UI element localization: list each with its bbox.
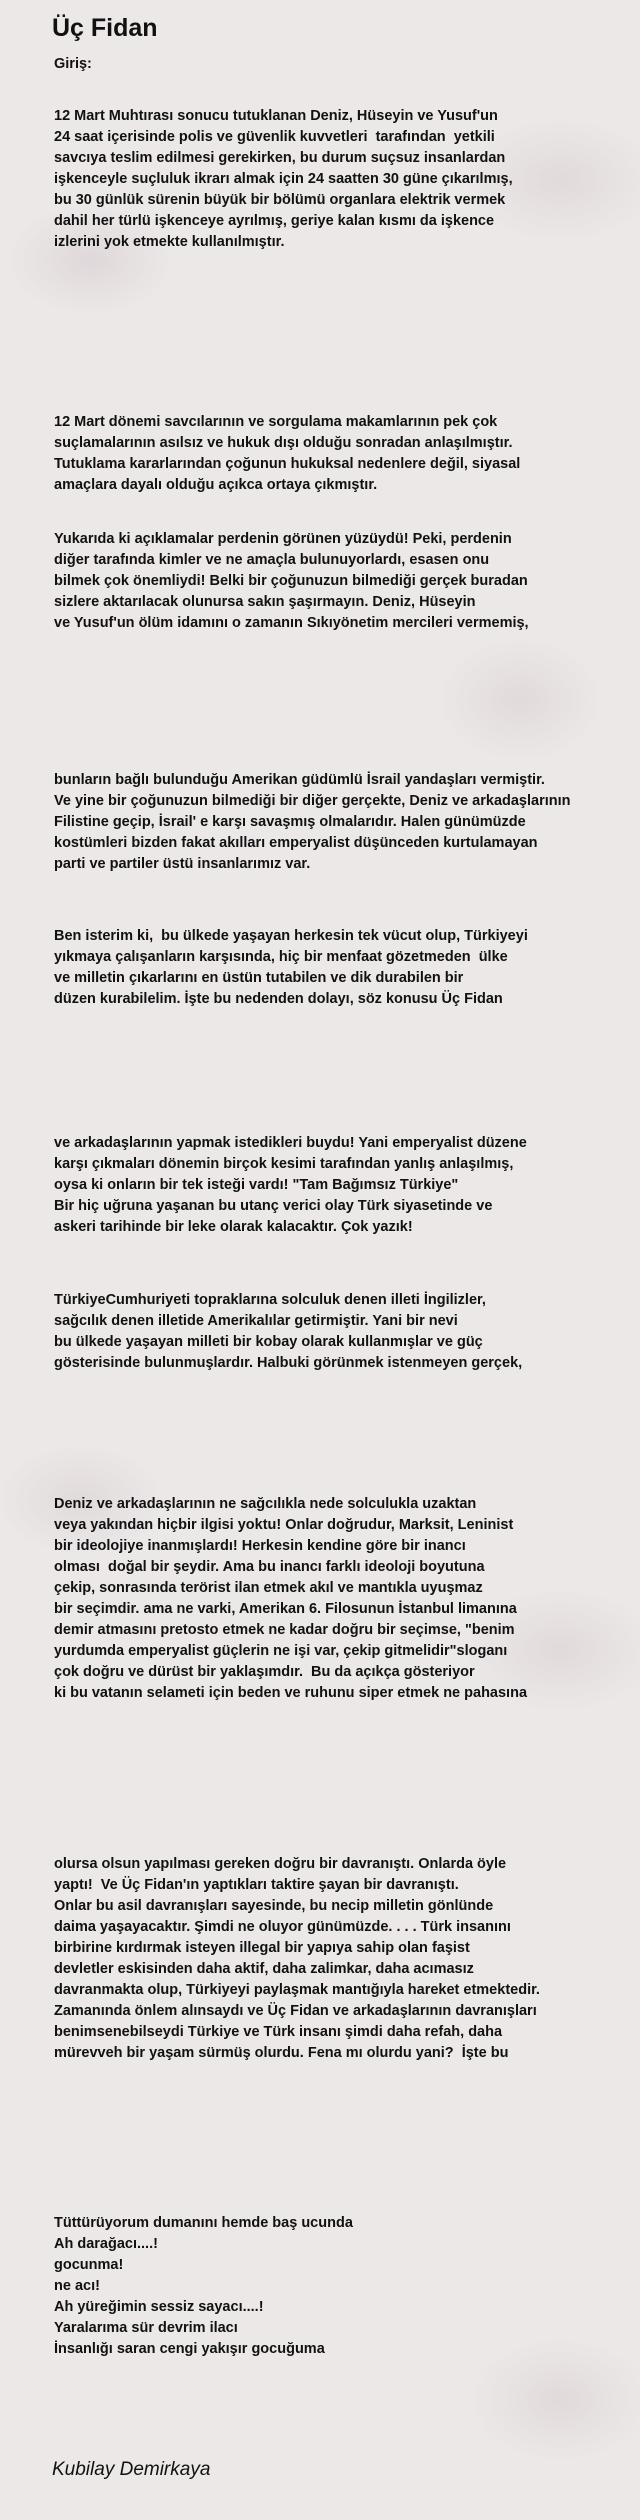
text-line: suçlamalarının asılsız ve hukuk dışı olduğu sonradan anlaşılmıştır. — [54, 435, 513, 451]
text-line: kostümleri bizden fakat akılları emperyalist düşünceden kurtulamayan — [54, 835, 538, 851]
text-line: Tüttürüyorum dumanını hemde baş ucunda — [54, 2215, 353, 2231]
text-line: izlerini yok etmekte kullanılmıştır. — [54, 234, 285, 250]
text-line: Onlar bu asil davranışları sayesinde, bu necip milletin gönlünde — [54, 1898, 494, 1914]
text-line: bu ülkede yaşayan milleti bir kobay olarak kullanmışlar ve güç — [54, 1334, 483, 1350]
text-line: Ah yüreğimin sessiz sayacı....! — [54, 2299, 264, 2315]
text-line: sağcılık denen illetide Amerikalılar getirmiştir. Yani bir nevi — [54, 1313, 458, 1329]
text-line: Ve yine bir çoğunuzun bilmediği bir diğer gerçekte, Deniz ve arkadaşlarının — [54, 793, 571, 809]
paragraph — [54, 529, 634, 634]
text-line: çok doğru ve dürüst bir yaklaşımdır. Bu da açıkça gösteriyor — [54, 1664, 475, 1680]
text-line: Tutuklama kararlarından çoğunun hukuksal nedenlere değil, siyasal — [54, 456, 521, 472]
text-line: Ben isterim ki, bu ülkede yaşayan herkesin tek vücut olup, Türkiyeyi — [54, 928, 528, 944]
text-line: askeri tarihinde bir leke olarak kalacaktır. Çok yazık! — [54, 1219, 413, 1235]
text-line: ne acı! — [54, 2278, 100, 2294]
text-line: Giriş: — [54, 56, 92, 72]
text-line: diğer tarafında kimler ve ne amaçla bulunuyorlardı, esasen onu — [54, 552, 490, 568]
text-line: yurdumda emperyalist güçlerin ne işi var, çekip gitmelidir"sloganı — [54, 1643, 508, 1659]
text-line: yaptı! Ve Üç Fidan'ın yaptıkları taktire şayan bir davranıştı. — [54, 1877, 459, 1893]
text-line: Bir hiç uğruna yaşanan bu utanç verici olay Türk siyasetinde ve — [54, 1198, 493, 1214]
text-line: bir seçimdir. ama ne varki, Amerikan 6. Filosunun İstanbul limanına — [54, 1601, 517, 1617]
paragraph — [54, 926, 634, 1010]
text-line: gocunma! — [54, 2257, 124, 2273]
text-line: Deniz ve arkadaşlarının ne sağcılıkla nede solculukla uzaktan — [54, 1496, 477, 1512]
text-line: Filistine geçip, İsrail' e karşı savaşmış olmalarıdır. Halen günümüzde — [54, 814, 526, 830]
text-line: işkenceyle suçluluk ikrarı almak için 24 saatten 30 güne çıkarılmış, — [54, 171, 513, 187]
text-line: İnsanlığı saran cengi yakışır gocuğuma — [54, 2341, 325, 2357]
text-line: 12 Mart dönemi savcılarının ve sorgulama makamlarının pek çok — [54, 414, 498, 430]
paragraph — [54, 412, 634, 496]
text-line: Yukarıda ki açıklamalar perdenin görünen yüzüydü! Peki, perdenin — [54, 531, 512, 547]
text-line: olması doğal bir şeydir. Ama bu inancı farklı ideoloji boyutuna — [54, 1559, 485, 1575]
intro-heading — [54, 54, 634, 75]
paragraph — [54, 2213, 634, 2360]
text-line: karşı çıkmaları dönemin birçok kesimi tarafından yanlış anlaşılmış, — [54, 1156, 514, 1172]
text-line: Zamanında önlem alınsaydı ve Üç Fidan ve arkadaşlarının davranışları — [54, 2003, 537, 2019]
poem-title: Üç Fidan — [52, 14, 158, 42]
paragraph — [54, 106, 634, 253]
text-line: davranmakta olup, Türkiyeyi paylaşmak mantığıyla hareket etmektedir. — [54, 1982, 540, 1998]
text-line: sizlere aktarılacak olunursa sakın şaşırmayın. Deniz, Hüseyin — [54, 594, 476, 610]
text-line: mürevveh bir yaşam sürmüş olurdu. Fena mı olurdu yani? İşte bu — [54, 2045, 509, 2061]
text-line: çekip, sonrasında terörist ilan etmek akıl ve mantıkla uyuşmaz — [54, 1580, 483, 1596]
text-line: bu 30 günlük sürenin büyük bir bölümü organlara elektrik vermek — [54, 192, 506, 208]
text-line: parti ve partiler üstü insanlarımız var. — [54, 856, 311, 872]
text-line: oysa ki onların bir tek isteği vardı! "Tam Bağımsız Türkiye" — [54, 1177, 459, 1193]
text-line: gösterisinde bulunmuşlardır. Halbuki görünmek istenmeyen gerçek, — [54, 1355, 523, 1371]
text-line: dahil her türlü işkenceye ayrılmış, geriye kalan kısmı da işkence — [54, 213, 495, 229]
text-line: yıkmaya çalışanların karşısında, hiç bir menfaat gözetmeden ülke — [54, 949, 508, 965]
text-line: benimsenebilseydi Türkiye ve Türk insanı şimdi daha refah, daha — [54, 2024, 503, 2040]
paragraph — [54, 1494, 634, 1704]
text-line: Ah darağacı....! — [54, 2236, 158, 2252]
text-line: ki bu vatanın selameti için beden ve ruhunu siper etmek ne pahasına — [54, 1685, 528, 1701]
text-line: daima yaşayacaktır. Şimdi ne oluyor günümüzde. . . . Türk insanını — [54, 1919, 511, 1935]
text-line: düzen kurabilelim. İşte bu nedenden dolayı, söz konusu Üç Fidan — [54, 991, 503, 1007]
text-line: ve milletin çıkarlarını en üstün tutabilen ve dik durabilen bir — [54, 970, 464, 986]
text-line: TürkiyeCumhuriyeti topraklarına solculuk denen illeti İngilizler, — [54, 1292, 486, 1308]
text-line: birbirine kırdırmak isteyen illegal bir yapıya sahip olan faşist — [54, 1940, 470, 1956]
paragraph — [54, 770, 634, 875]
text-line: ve arkadaşlarının yapmak istedikleri buydu! Yani emperyalist düzene — [54, 1135, 527, 1151]
text-line: olursa olsun yapılması gereken doğru bir davranıştı. Onlarda öyle — [54, 1856, 507, 1872]
text-line: devletler eskisinden daha aktif, daha zalimkar, daha acımasız — [54, 1961, 474, 1977]
author-name: Kubilay Demirkaya — [52, 2459, 211, 2480]
text-line: Yaralarıma sür devrim ilacı — [54, 2320, 238, 2336]
text-line: amaçlara dayalı olduğu açıkca ortaya çıkmıştır. — [54, 477, 378, 493]
paragraph — [54, 1290, 634, 1374]
paragraph — [54, 1854, 634, 2064]
paragraph — [54, 1133, 634, 1238]
text-line: demir atmasını pretosto etmek ne kadar doğru bir seçimse, "benim — [54, 1622, 515, 1638]
text-line: 12 Mart Muhtırası sonucu tutuklanan Deniz, Hüseyin ve Yusuf'un — [54, 108, 498, 124]
text-line: 24 saat içerisinde polis ve güvenlik kuvvetleri tarafından yetkili — [54, 129, 495, 145]
text-line: savcıya teslim edilmesi gerekirken, bu durum suçsuz insanlardan — [54, 150, 506, 166]
text-line: ve Yusuf'un ölüm idamını o zamanın Sıkıyönetim mercileri vermemiş, — [54, 615, 529, 631]
text-line: bilmek çok önemliydi! Belki bir çoğunuzun bilmediği gerçek buradan — [54, 573, 528, 589]
text-line: bir ideolojiye inanmışlardı! Herkesin kendine göre bir inancı — [54, 1538, 466, 1554]
text-line: bunların bağlı bulunduğu Amerikan güdümlü İsrail yandaşları vermiştir. — [54, 772, 545, 788]
text-line: veya yakından hiçbir ilgisi yoktu! Onlar doğrudur, Marksit, Leninist — [54, 1517, 514, 1533]
